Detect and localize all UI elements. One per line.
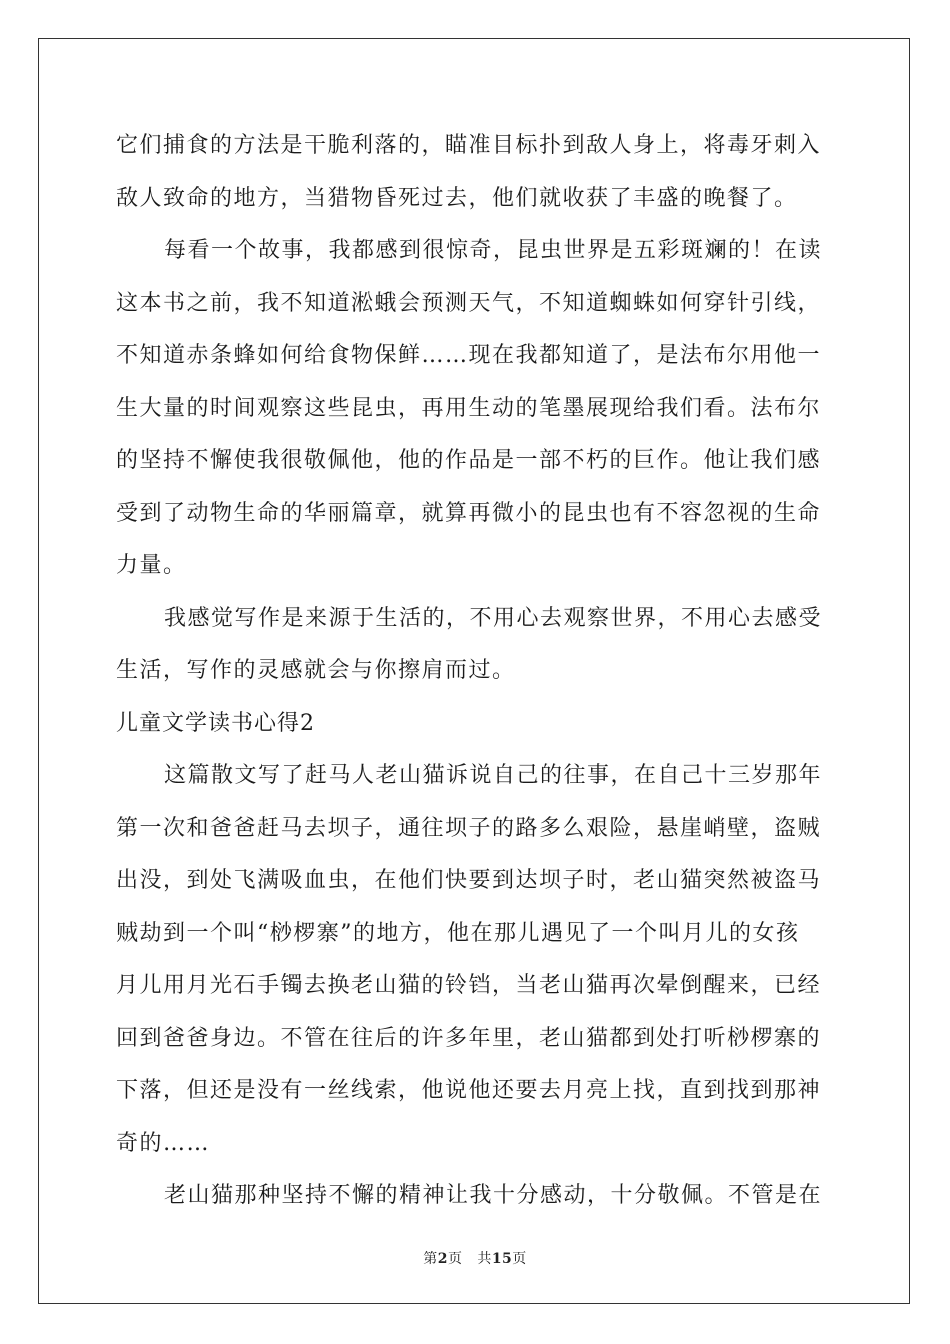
text-line: 生大量的时间观察这些昆虫，再用生动的笔墨展现给我们看。法布尔 xyxy=(116,395,822,421)
total-page-count: 15 xyxy=(491,1251,513,1267)
text-line: 生活，写作的灵感就会与你擦肩而过。 xyxy=(116,658,516,683)
text-line: 出没，到处飞满吸血虫，在他们快要到达坝子时，老山猫突然被盗马 xyxy=(116,868,822,893)
paragraph-start-line: 这篇散文写了赶马人老山猫诉说自己的往事，在自己十三岁那年 xyxy=(164,763,823,788)
text-line: 这本书之前，我不知道淞蛾会预测天气，不知道蜘蛛如何穿针引线， xyxy=(116,290,822,316)
page-footer xyxy=(0,1248,950,1268)
footer-total-prefix: 共 xyxy=(477,1251,492,1267)
text-line: 回到爸爸身边。不管在往后的许多年里，老山猫都到处打听桫椤寨的 xyxy=(116,1025,822,1051)
text-line: 月儿用月光石手镯去换老山猫的铃铛，当老山猫再次晕倒醒来，已经 xyxy=(116,973,822,998)
footer-total-unit: 页 xyxy=(512,1251,527,1267)
current-page-number: 2 xyxy=(437,1251,448,1267)
paragraph-start-line: 老山猫那种坚持不懈的精神让我十分感动，十分敬佩。不管是在 xyxy=(164,1183,823,1208)
text-line: 的坚持不懈使我很敬佩他，他的作品是一部不朽的巨作。他让我们感 xyxy=(116,448,822,473)
paragraph-start-line: 每看一个故事，我都感到很惊奇，昆虫世界是五彩斑斓的！在读 xyxy=(164,238,823,263)
paragraph-start-line: 我感觉写作是来源于生活的，不用心去观察世界，不用心去感受 xyxy=(164,605,823,631)
text-line: 下落，但还是没有一丝线索，他说他还要去月亮上找，直到找到那神 xyxy=(116,1078,822,1103)
document-body xyxy=(116,120,836,1223)
text-line: 它们捕食的方法是干脆利落的，瞄准目标扑到敌人身上，将毒牙刺入 xyxy=(116,133,822,158)
text-line: 受到了动物生命的华丽篇章，就算再微小的昆虫也有不容忽视的生命 xyxy=(116,500,822,526)
section-heading: 儿童文学读书心得2 xyxy=(116,710,315,736)
footer-prefix: 第 xyxy=(423,1251,438,1267)
text-line: 第一次和爸爸赶马去坝子，通往坝子的路多么艰险，悬崖峭壁，盗贼 xyxy=(116,815,822,841)
footer-page-unit: 页 xyxy=(447,1251,463,1267)
text-line: 贼劫到一个叫“桫椤寨”的地方，他在那儿遇见了一个叫月儿的女孩 xyxy=(116,920,800,946)
text-line: 力量。 xyxy=(116,553,187,578)
text-line: 不知道赤条蜂如何给食物保鲜……现在我都知道了，是法布尔用他一 xyxy=(116,343,822,368)
text-line: 敌人致命的地方，当猎物昏死过去，他们就收获了丰盛的晚餐了。 xyxy=(116,185,798,211)
text-line: 奇的…… xyxy=(116,1130,211,1156)
